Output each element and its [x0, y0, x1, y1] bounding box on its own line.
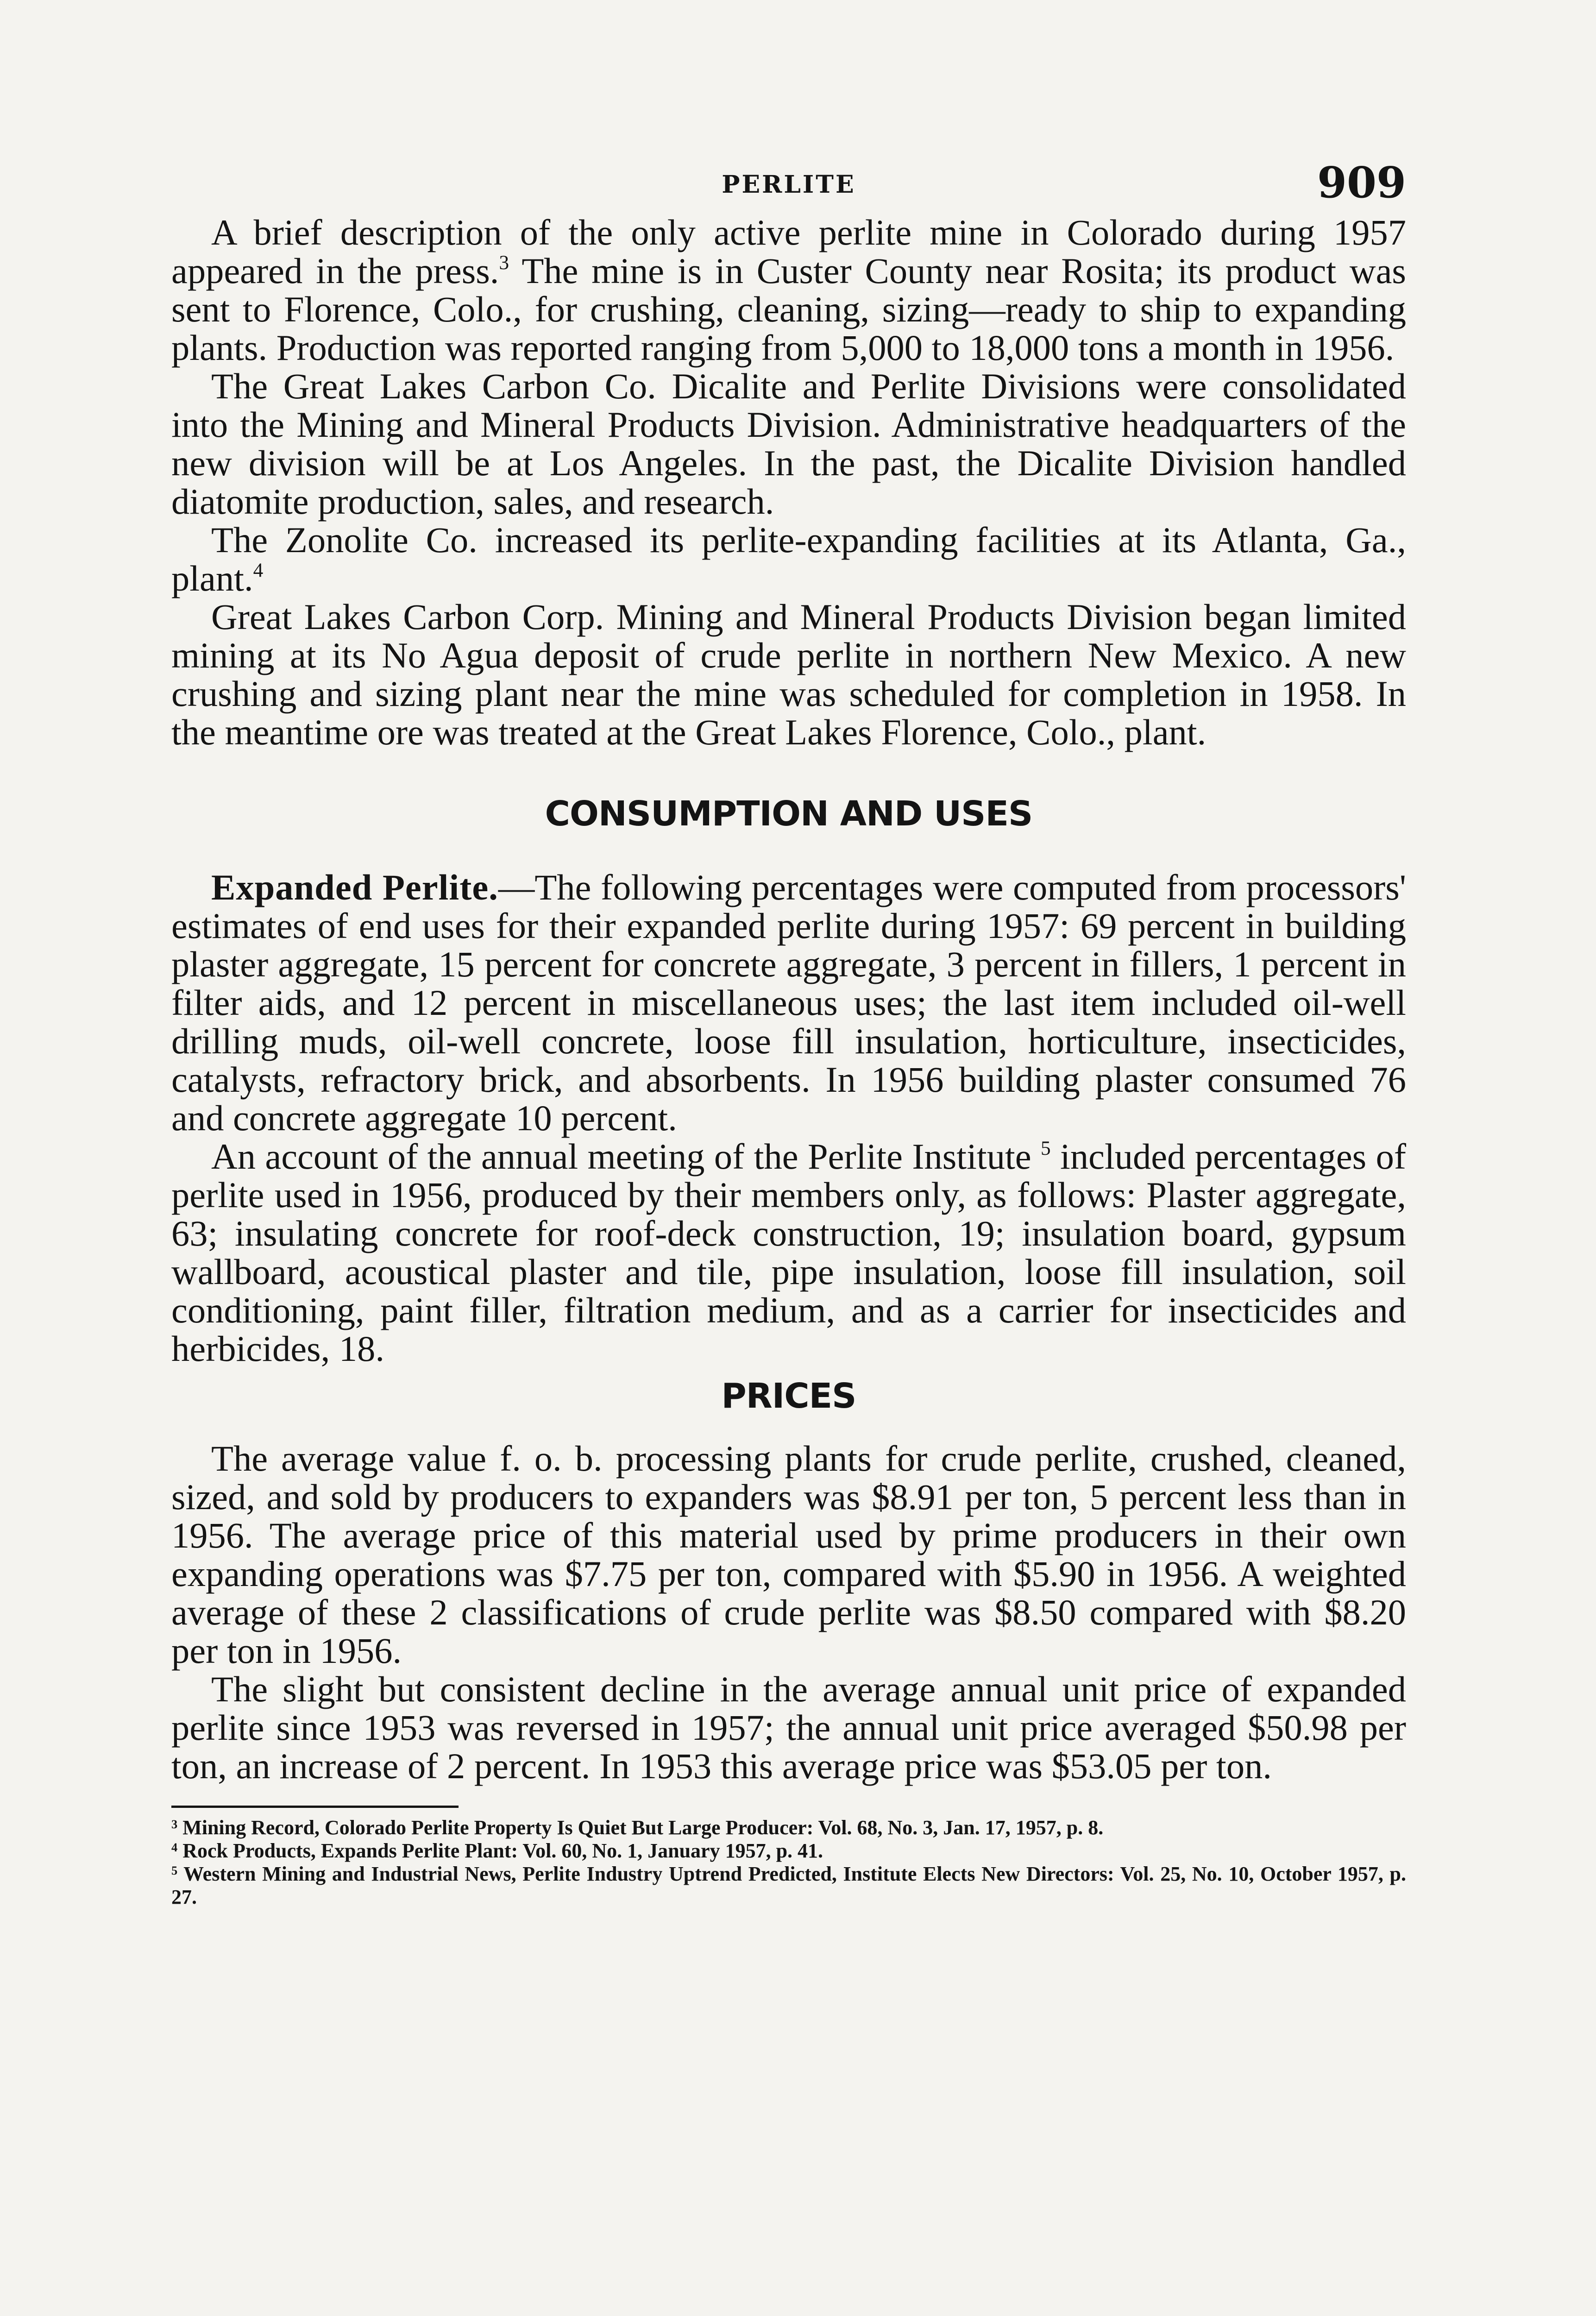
paragraph-colorado-mine — [171, 213, 1406, 367]
paragraph-text: An account of the annual meeting of the Perlite Institute — [211, 1136, 1031, 1177]
paragraph-lead: Expanded Perlite. — [211, 867, 498, 907]
paragraph-text: A brief description of the only active perlite mine in Colorado during 1957 appeared in the press. — [171, 212, 1406, 291]
consumption-section — [171, 868, 1406, 1368]
paragraph-crude-prices: The average value f. o. b. processing plants for crude perlite, crushed, cleaned, sized, and sold by producers to expanders was $8.91 per ton, 5 percent less than in 1956. The average price of this material used by prime producers in their own expanding operations was $7.75 per ton, compared with $5.90 in 1956. A weighted average of these 2 classifications of crude perlite was $8.50 compared with $8.20 per ton in 1956. — [171, 1438, 1406, 1671]
paragraph-zonolite — [171, 521, 1406, 598]
paragraph-perlite-institute — [171, 1137, 1406, 1368]
paragraph-text: —The following percentages were computed from processors' estimates of end uses for their expanded perlite during 1957: 69 percent in building plaster aggregate, 15 percent for concrete aggregate, 3 percent in fillers, 1 percent in filter aids, and 12 percent in miscellaneous uses; the last item included oil-well drilling muds, oil-well concrete, loose fill insulation, horticulture, insecticides, catalysts, refractory brick, and absorbents. In 1956 building plaster consumed 76 and concrete aggregate 10 percent. — [171, 867, 1406, 1138]
intro-section — [171, 213, 1406, 751]
footnote-3 — [171, 1816, 1406, 1839]
prices-section — [171, 1439, 1406, 1785]
footnote-4 — [171, 1839, 1406, 1863]
section-heading-prices: PRICES — [721, 1376, 856, 1416]
footnote-ref: 5 — [1041, 1137, 1051, 1159]
section-heading-consumption: CONSUMPTION AND USES — [545, 794, 1033, 834]
footnote-text: Western Mining and Industrial News, Perlite Industry Uptrend Predicted, Institute Elects New Directors: Vol. 25, No. 10, October 1957, p. 27. — [171, 1863, 1406, 1908]
paragraph-text: The mine is in Custer County near Rosita; its product was sent to Florence, Colo., for crushing, cleaning, sizing—ready to ship to expanding plants. Production was reported ranging from 5,000 to 18,000 tons a month in 1956. — [171, 251, 1406, 368]
paragraph-text: The Zonolite Co. increased its perlite-expanding facilities at its Atlanta, Ga., plant. — [171, 520, 1406, 598]
paragraph-expanded-perlite — [171, 868, 1406, 1137]
paragraph-no-agua-deposit: Great Lakes Carbon Corp. Mining and Mineral Products Division began limited mining at its No Agua deposit of crude perlite in northern New Mexico. A new crushing and sizing plant near the mine was scheduled for completion in 1958. In the meantime ore was treated at the Great Lakes Florence, Colo., plant. — [171, 597, 1406, 752]
footnote-ref: 3 — [499, 252, 509, 274]
footnote-number: 3 — [171, 1817, 178, 1831]
page-number: 909 — [1317, 157, 1406, 208]
footnote-text: Mining Record, Colorado Perlite Property Is Quiet But Large Producer: Vol. 68, No. 3, Jan. 17, 1957, p. 8. — [182, 1816, 1104, 1839]
footnotes — [171, 1816, 1406, 1909]
footnote-text: Rock Products, Expands Perlite Plant: Vol. 60, No. 1, January 1957, p. 41. — [182, 1839, 823, 1862]
footnote-divider — [171, 1806, 459, 1808]
footnote-ref: 4 — [253, 559, 264, 581]
footnote-number: 5 — [171, 1863, 178, 1877]
paragraph-expanded-prices: The slight but consistent decline in the average annual unit price of expanded perlite since 1953 was reversed in 1957; the annual unit price averaged $50.98 per ton, an increase of 2 percent. In 1953 this average price was $53.05 per ton. — [171, 1669, 1406, 1786]
running-title: PERLITE — [722, 170, 856, 199]
document-page — [171, 157, 1406, 1909]
footnote-5 — [171, 1863, 1406, 1909]
paragraph-text: included percentages of perlite used in 1956, produced by their members only, as follows: Plaster aggregate, 63; insulating concrete for roof-deck construction, 19; insulation board, gypsum wallboard, acoustical plaster and tile, pipe insulation, loose fill insulation, soil conditioning, paint filler, filtration medium, and as a carrier for insecticides and herbicides, 18. — [171, 1136, 1407, 1369]
paragraph-great-lakes-divisions: The Great Lakes Carbon Co. Dicalite and Perlite Divisions were consolidated into the Mining and Mineral Products Division. Administrative headquarters of the new division will be at Los Angeles. In the past, the Dicalite Division handled diatomite production, sales, and research. — [171, 366, 1406, 522]
running-header — [171, 157, 1406, 213]
footnote-number: 4 — [171, 1840, 178, 1854]
